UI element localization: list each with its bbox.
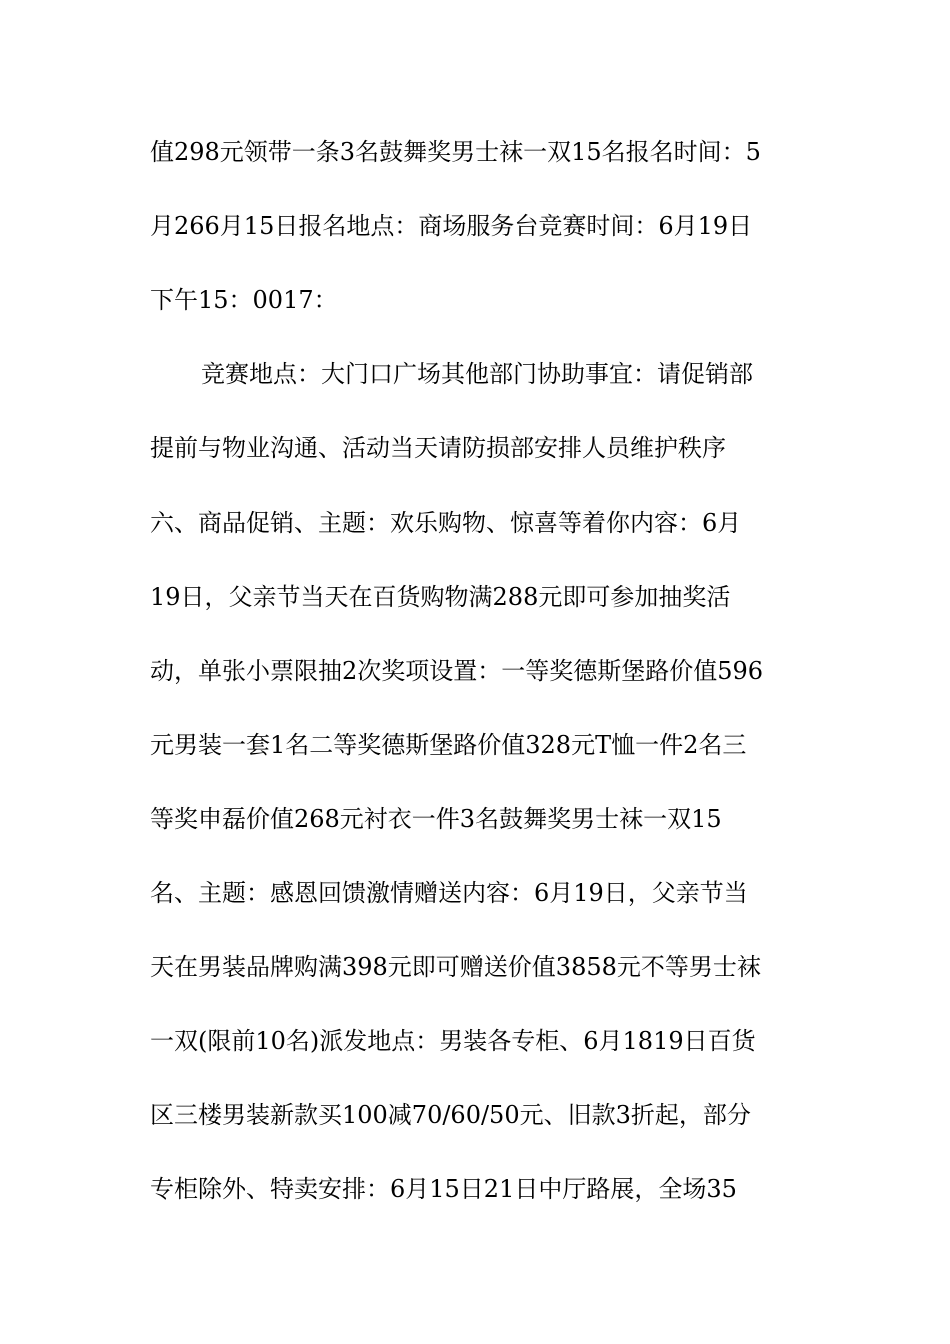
text-line: 名、主题：感恩回馈激情赠送内容：6月19日，父亲节当 [150,879,748,907]
text-line: 值298元领带一条3名鼓舞奖男士袜一双15名报名时间：5 [150,138,761,166]
text-line: 月266月15日报名地点：商场服务台竞赛时间：6月19日 [150,212,753,240]
text-line: 提前与物业沟通、活动当天请防损部安排人员维护秩序 [150,434,726,462]
text-line: 竞赛地点：大门口广场其他部门协助事宜：请促销部 [201,360,753,388]
text-line: 区三楼男装新款买100减70/60/50元、旧款3折起，部分 [150,1101,751,1129]
text-line: 元男装一套1名二等奖德斯堡路价值328元T恤一件2名三 [150,731,747,759]
text-line: 专柜除外、特卖安排：6月15日21日中厅路展，全场35 [150,1175,737,1203]
text-line: 一双(限前10名)派发地点：男装各专柜、6月1819日百货 [150,1027,756,1055]
text-line: 19日，父亲节当天在百货购物满288元即可参加抽奖活 [150,583,731,611]
text-line: 下午15：0017： [150,286,338,314]
text-line: 六、商品促销、主题：欢乐购物、惊喜等着你内容：6月 [150,509,742,537]
text-line: 天在男装品牌购满398元即可赠送价值3858元不等男士袜 [150,953,761,981]
text-line: 动，单张小票限抽2次奖项设置：一等奖德斯堡路价值596 [150,657,764,685]
text-line: 等奖申磊价值268元衬衣一件3名鼓舞奖男士袜一双15 [150,805,722,833]
